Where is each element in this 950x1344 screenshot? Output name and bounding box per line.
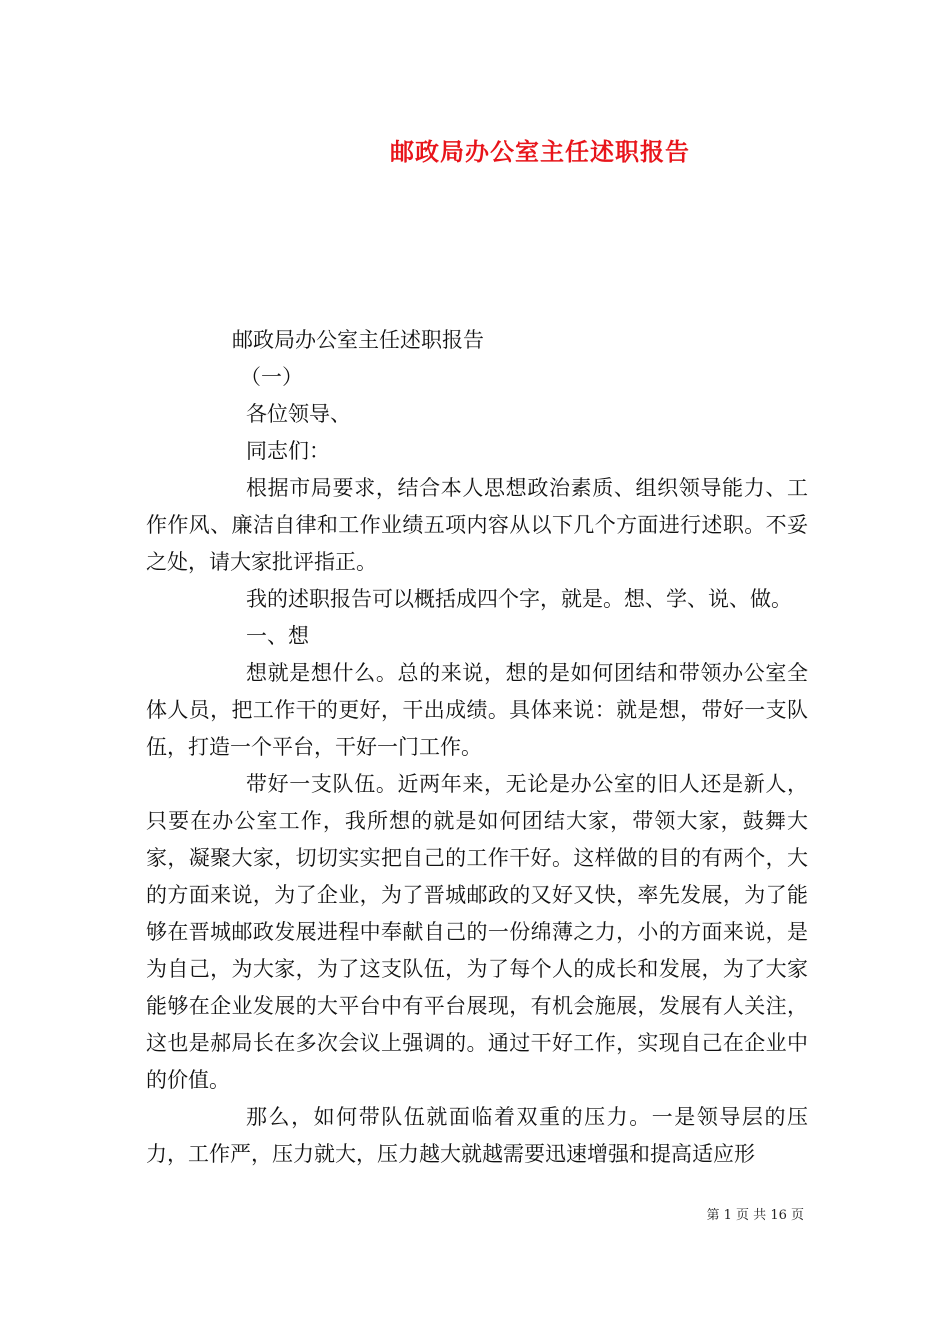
paragraph: 我的述职报告可以概括成四个字，就是。想、学、说、做。	[246, 587, 792, 611]
greeting-line: 同志们：	[246, 439, 330, 463]
document-body	[146, 322, 808, 1173]
paragraph: 那么，如何带队伍就面临着双重的压力。一是领导层的压力，工作严，压力就大，压力越大就越需要迅速增强和提高适应形	[146, 1105, 808, 1166]
page-number: 第 1 页 共 16 页	[706, 1208, 804, 1223]
paragraph: 根据市局要求，结合本人思想政治素质、组织领导能力、工作作风、廉洁自律和工作业绩五项内容从以下几个方面进行述职。不妥之处，请大家批评指正。	[146, 476, 808, 574]
paragraph: 带好一支队伍。近两年来，无论是办公室的旧人还是新人，只要在办公室工作，我所想的就是如何团结大家，带领大家，鼓舞大家，凝聚大家，切切实实把自己的工作干好。这样做的目的有两个，大的方面来说，为了企业，为了晋城邮政的又好又快，率先发展，为了能够在晋城邮政发展进程中奉献自己的一份绵薄之力，小的方面来说，是为自己，为大家，为了这支队伍，为了每个人的成长和发展，为了大家能够在企业发展的大平台中有平台展现，有机会施展，发展有人关注，这也是郝局长在多次会议上强调的。通过干好工作，实现自己在企业中的价值。	[146, 772, 808, 1092]
paragraph: 想就是想什么。总的来说，想的是如何团结和带领办公室全体人员，把工作干的更好，干出成绩。具体来说：就是想，带好一支队伍，打造一个平台，干好一门工作。	[146, 661, 808, 759]
part-label: （一）	[240, 365, 303, 389]
section-heading: 一、想	[246, 624, 309, 648]
document-subtitle: 邮政局办公室主任述职报告	[232, 328, 484, 352]
document-title: 邮政局办公室主任述职报告	[390, 137, 690, 166]
greeting-line: 各位领导、	[246, 402, 351, 426]
